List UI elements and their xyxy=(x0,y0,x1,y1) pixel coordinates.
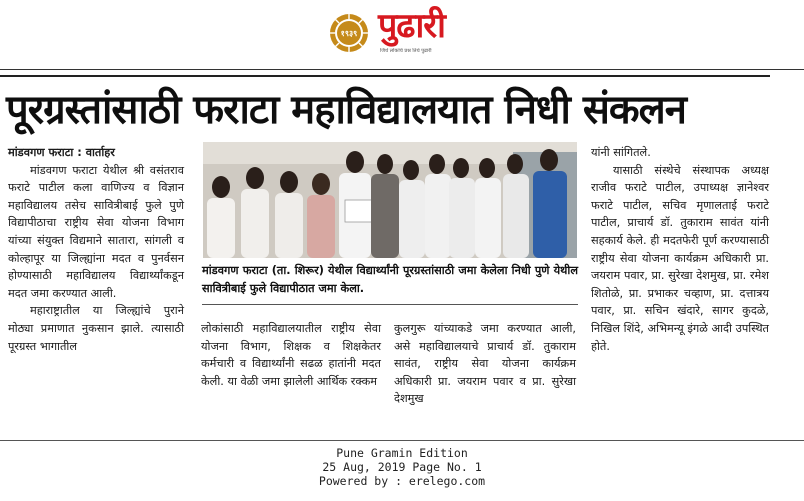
seal-text: १९३९ xyxy=(340,29,358,38)
brand-tagline: जिथे लोकांचे प्रश्न तिथे पुढारी xyxy=(380,48,432,54)
article-photo xyxy=(203,142,577,258)
masthead xyxy=(0,0,804,68)
photo-caption: मांडवगण फराटा (ता. शिरूर) येथील विद्यार्थ्यांनी पूरग्रस्तांसाठी जमा केलेला निधी पुणे येथील सावित्रीबाई फुले विद्यापीठात जमा केला. xyxy=(202,264,578,295)
article-headline: पूरग्रस्तांसाठी फराटा महाविद्यालयात निधी संकलन xyxy=(6,87,686,133)
column-4-paragraph-1: यांनी सांगितले. xyxy=(591,146,651,159)
footer-divider xyxy=(0,440,804,441)
article-column-2 xyxy=(201,320,381,390)
brand-title[interactable]: पुढारी xyxy=(378,6,445,46)
article-byline: मांडवगण फराटा : वार्ताहर xyxy=(8,146,115,159)
edition-footer xyxy=(0,446,804,488)
masthead-divider xyxy=(0,69,804,70)
article-column-1 xyxy=(8,144,184,355)
column-3-paragraph: कुलगुरू यांच्याकडे जमा करण्यात आली, असे महाविद्यालयाचे प्राचार्य डॉ. तुकाराम सावंत, राष्ट्रीय सेवा योजना कार्यक्रम अधिकारी प्रा. जयराम पवार व प्रा. सुरेखा देशमुख xyxy=(394,322,576,406)
powered-by-link[interactable]: Powered by : erelego.com xyxy=(318,474,486,488)
article-column-3 xyxy=(394,320,576,408)
newspaper-seal-icon xyxy=(328,12,370,54)
article-column-4 xyxy=(591,144,769,355)
headline-top-rule xyxy=(0,75,770,77)
edition-name: Pune Gramin Edition xyxy=(336,446,468,460)
caption-divider xyxy=(202,304,578,305)
group-photo-illustration xyxy=(203,142,577,258)
column-1-paragraph-2: महाराष्ट्रातील या जिल्ह्यांचे पुराने मोठ्या प्रमाणात नुकसान झाले. त्यासाठी पूरग्रस्त भागातील xyxy=(8,304,184,353)
column-4-paragraph-2: यासाठी संस्थेचे संस्थापक अध्यक्ष राजीव फराटे पाटील, उपाध्यक्ष ज्ञानेश्वर फराटे पाटील, सचिव मृणालताई फराटे पाटील, प्राचार्य डॉ. तुकाराम सावंत यांनी सहकार्य केले. ही मदतफेरी पूर्ण करण्यासाठी राष्ट्रीय सेवा योजना कार्यक्रम अधिकारी प्रा. जयराम पवार, प्रा. सुरेखा देशमुख, प्रा. रमेश शितोळे, प्रा. प्रभाकर चव्हाण, प्रा. दत्तात्रय पवार, प्रा. सचिन खंदारे, सागर कुदळे, निखिल शिंदे, अभिमन्यू इंगळे आदी उपस्थित होते. xyxy=(591,163,769,353)
column-2-paragraph: लोकांसाठी महाविद्यालयातील राष्ट्रीय सेवा योजना विभाग, शिक्षक व शिक्षकेतर कर्मचारी व विद्यार्थ्यांनी सढळ हातांनी मदत केली. या वेळी जमा झालेली आर्थिक रक्कम xyxy=(201,322,381,388)
edition-date-page: 25 Aug, 2019 Page No. 1 xyxy=(322,460,482,474)
column-1-paragraph-1: मांडवगण फराटा येथील श्री वसंतराव फराटे पाटील कला वाणिज्य व विज्ञान महाविद्यालय तसेच सावित्रीबाई फुले पुणे विद्यापीठाचा राष्ट्रीय सेवा योजना विभाग यांच्या संयुक्त विद्यमाने सातारा, सांगली व कोल्हापूर या जिल्ह्यांना मदत व पुनर्वसन होण्यासाठी महाविद्यालय विद्यार्थ्यांकडून मदत जमा करण्यात आली. xyxy=(8,163,184,300)
